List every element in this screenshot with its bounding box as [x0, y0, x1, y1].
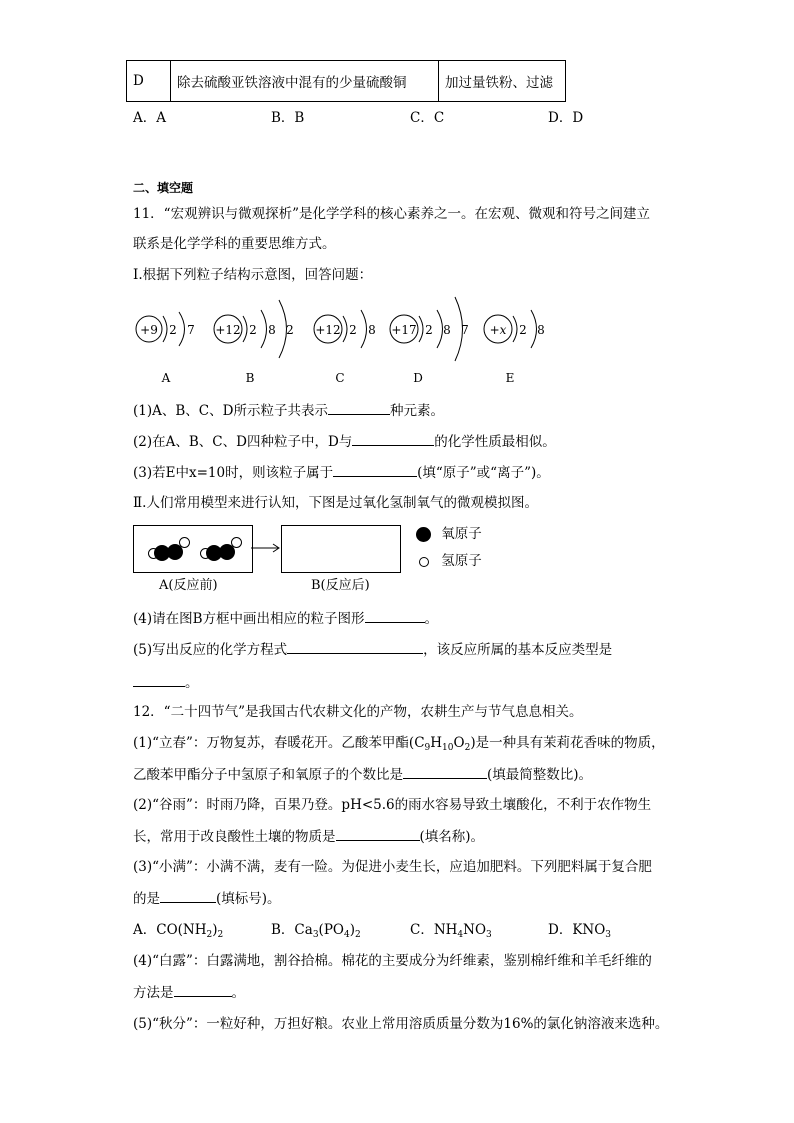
choice-text: B．Ca [271, 922, 313, 938]
hydrogen-atom [231, 537, 242, 548]
subscript: 3 [605, 930, 612, 940]
q11-intro-2: 联系是化学学科的重要思维方式。 [133, 236, 336, 252]
q12-s4-cont [133, 982, 245, 1003]
subscript: 3 [312, 930, 319, 940]
q11-s1-text: (1)A、B、C、D所示粒子共表示 [133, 403, 328, 419]
fertilizer-choice-c [410, 920, 492, 945]
shell-e-1: 2 [519, 323, 527, 337]
q12-s1-text: (1)“立春”：万物复苏，春暖花开。乙酸苯甲酯(C [133, 735, 425, 751]
q11-s4-text: (4)请在图B方框中画出相应的粒子图形 [133, 611, 365, 627]
q11-s4 [133, 608, 438, 629]
nucleus-e-charge: +x [489, 323, 507, 337]
choice-text: NO [463, 922, 487, 938]
q11-s5-mid: ，该反应所属的基本反应类型是 [423, 642, 613, 658]
q11-s4-tail: 。 [424, 611, 439, 627]
answer-blank[interactable] [328, 400, 390, 415]
particle-diagrams [128, 292, 568, 392]
option-table [126, 60, 566, 102]
particle-label-c: C [335, 371, 345, 385]
fertilizer-choice-a [133, 920, 223, 945]
shell-b-3: 2 [286, 323, 294, 337]
q12-s1-cont-tail: (填最简整数比)。 [487, 767, 593, 783]
subscript: 9 [424, 743, 431, 753]
q11-s1 [133, 400, 444, 421]
q12-s3-cont-text: 的是 [133, 891, 160, 907]
q12-s2: (2)“谷雨”：时雨乃降，百果乃登。pH<5.6的雨水容易导致土壤酸化，不利于农作物生 [133, 797, 652, 813]
q12-s3-cont-tail: (填标号)。 [216, 891, 281, 907]
subscript: 4 [457, 930, 464, 940]
q11-s5-cont [133, 672, 199, 693]
choice-text: ) [349, 922, 355, 938]
subscript: 2 [354, 930, 361, 940]
shell-b-2: 8 [268, 323, 276, 337]
q12-s4-cont-text: 方法是 [133, 985, 174, 1001]
shell-b-1: 2 [249, 323, 257, 337]
answer-blank[interactable] [365, 608, 425, 623]
nucleus-b-charge: +12 [215, 323, 241, 337]
shell-a-1: 2 [169, 323, 177, 337]
box-b-label: B(反应后) [311, 578, 370, 593]
answer-blank[interactable] [287, 639, 423, 654]
reaction-arrow-icon [251, 541, 281, 555]
particle-label-e: E [505, 371, 515, 385]
shell-c-2: 8 [368, 323, 376, 337]
q11-s2-text: (2)在A、B、C、D四种粒子中，D与 [133, 434, 353, 450]
q12-s2-cont-text: 长，常用于改良酸性土壤的物质是 [133, 829, 336, 845]
oxygen-atom-icon [416, 527, 431, 542]
subscript: 3 [486, 930, 492, 940]
q12-s1-cont [133, 764, 592, 785]
answer-blank[interactable] [352, 431, 434, 446]
h2o2-molecule [200, 540, 246, 562]
choice-text: D．KNO [548, 922, 606, 938]
q12-s5: (5)“秋分”：一粒好种，万担好粮。农业上常用溶质质量分数为16%的氯化钠溶液来选种。 [133, 1016, 669, 1032]
answer-blank[interactable] [160, 888, 216, 903]
answer-blank[interactable] [336, 826, 420, 841]
q12-s3: (3)“小满”：小满不满，麦有一险。为促进小麦生长，应追加肥料。下列肥料属于复合肥 [133, 859, 652, 875]
subscript: 4 [343, 930, 350, 940]
choice-text: A．CO(NH [133, 922, 207, 938]
fertilizer-choice-d [548, 920, 611, 945]
particle-label-b: B [245, 371, 255, 385]
option-method: 加过量铁粉、过滤 [439, 61, 566, 102]
box-a-label: A(反应前) [159, 578, 218, 593]
shell-e-2: 8 [537, 323, 545, 337]
q12-s2-cont-tail: (填名称)。 [419, 829, 485, 845]
table-row [127, 61, 566, 102]
choice-c: C．C [410, 110, 445, 126]
q12-s1-cont-text: 乙酸苯甲酯分子中氢原子和氧原子的个数比是 [133, 767, 403, 783]
choice-text: ) [212, 922, 218, 938]
shell-c-1: 2 [349, 323, 357, 337]
answer-blank[interactable] [133, 672, 185, 687]
shell-d-1: 2 [425, 323, 433, 337]
shell-d-2: 8 [443, 323, 451, 337]
choice-a: A．A [133, 110, 166, 126]
q12-intro: 12．“二十四节气”是我国古代农耕文化的产物，农耕生产与节气息息相关。 [133, 704, 583, 720]
subscript: 2 [464, 743, 471, 753]
q11-s2-tail: 的化学性质最相似。 [434, 434, 556, 450]
q12-s1 [133, 733, 665, 758]
q12-s4-cont-tail: 。 [231, 985, 245, 1001]
choice-text: C．NH [410, 922, 458, 938]
shell-a-2: 7 [187, 323, 195, 337]
legend-hydrogen-label: 氢原子 [441, 553, 482, 569]
q12-s1-tail: )是一种具有茉莉花香味的物质， [470, 735, 665, 751]
reaction-box-before [133, 525, 253, 573]
fertilizer-choice-b [271, 920, 361, 945]
q11-part2: Ⅱ.人们常用模型来进行认知，下图是过氧化氢制氧气的微观模拟图。 [133, 495, 538, 511]
choice-text: (PO [318, 922, 344, 938]
legend-hydrogen [416, 551, 482, 571]
reaction-box-after[interactable] [281, 525, 401, 573]
q11-s3-tail: (填“原子”或“离子”)。 [417, 465, 550, 481]
q11-intro-1: 11．“宏观辨识与微观探析”是化学学科的核心素养之一。在宏观、微观和符号之间建立 [133, 206, 650, 222]
subscript: 10 [442, 743, 454, 753]
q11-s5 [133, 639, 612, 660]
hydrogen-atom-icon [419, 557, 429, 567]
legend-oxygen [416, 524, 482, 544]
particle-label-d: D [413, 371, 423, 385]
choice-d: D．D [548, 110, 584, 126]
q12-s4: (4)“白露”：白露满地，割谷拾棉。棉花的主要成分为纤维素，鉴别棉纤维和羊毛纤维的 [133, 953, 652, 969]
q11-s2 [133, 431, 556, 452]
q11-s3 [133, 462, 550, 483]
nucleus-d-charge: +17 [391, 323, 417, 337]
formula-part: O [453, 735, 465, 751]
q11-part1: Ⅰ.根据下列粒子结构示意图，回答问题： [133, 267, 373, 283]
nucleus-c-charge: +12 [315, 323, 341, 337]
answer-blank[interactable] [403, 764, 487, 779]
legend-oxygen-label: 氧原子 [441, 526, 482, 542]
choice-b: B．B [271, 110, 305, 126]
subscript: 2 [217, 930, 224, 940]
subscript: 2 [206, 930, 213, 940]
q11-s5-text: (5)写出反应的化学方程式 [133, 642, 288, 658]
q11-s1-tail: 种元素。 [389, 403, 444, 419]
q11-s3-text: (3)若E中x=10时，则该粒子属于 [133, 465, 334, 481]
q11-s5-tail: 。 [185, 675, 199, 691]
h2o2-molecule [148, 540, 194, 562]
particle-label-a: A [161, 371, 171, 385]
q12-s2-cont [133, 826, 484, 847]
answer-blank[interactable] [174, 982, 232, 997]
section-title: 二、填空题 [133, 181, 194, 195]
shell-d-3: 7 [461, 323, 469, 337]
option-purpose: 除去硫酸亚铁溶液中混有的少量硫酸铜 [171, 61, 439, 102]
option-letter: D [127, 61, 171, 102]
q12-s3-cont [133, 888, 281, 909]
formula-part: H [430, 735, 443, 751]
answer-blank[interactable] [333, 462, 417, 477]
nucleus-a-charge: +9 [140, 323, 158, 337]
hydrogen-atom [179, 537, 190, 548]
